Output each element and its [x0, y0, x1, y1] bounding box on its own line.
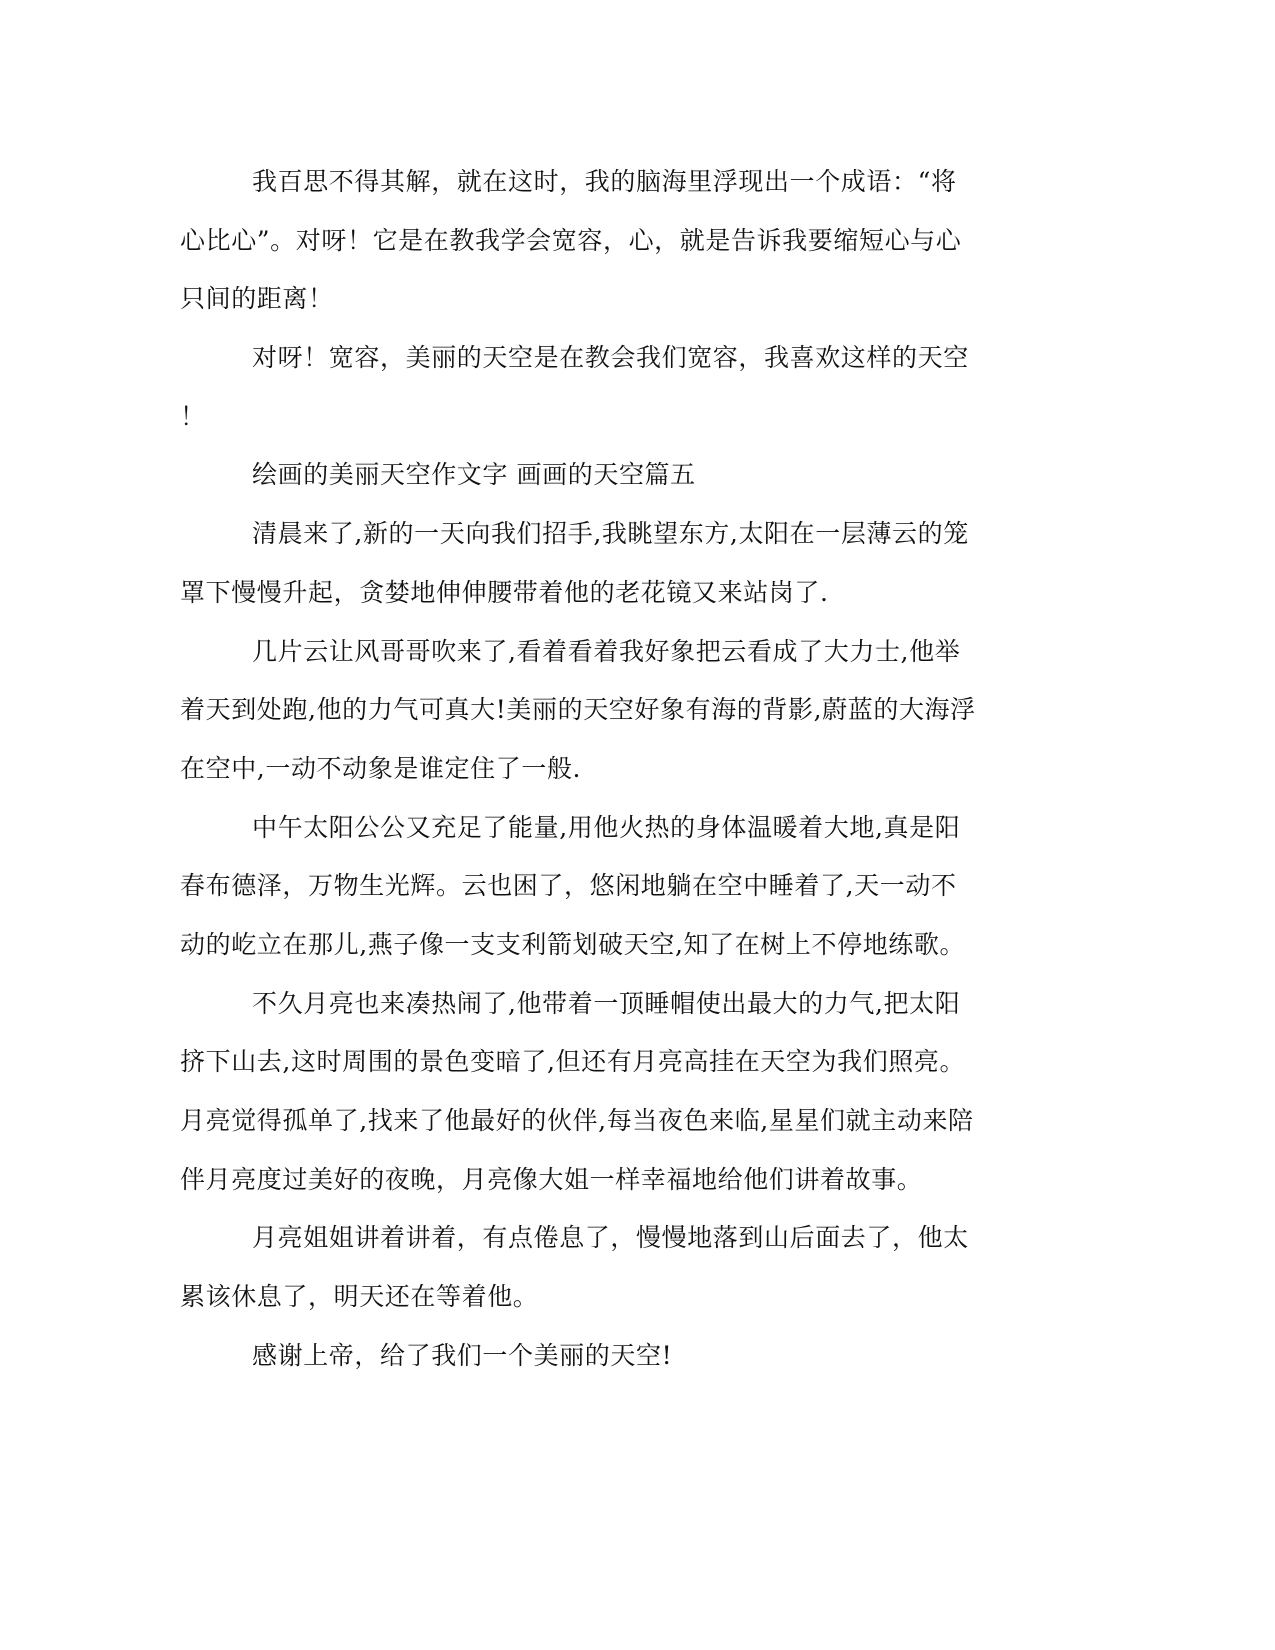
- paragraph: [180, 623, 1040, 799]
- document-page: [180, 153, 1040, 1385]
- text-line: 着天到处跑,他的力气可真大!美丽的天空好象有海的背影,蔚蓝的大海浮: [180, 695, 976, 725]
- text-line: 只间的距离！: [180, 284, 334, 314]
- text-line: 累该休息了，明天还在等着他。: [180, 1282, 539, 1312]
- text-line: 伴月亮度过美好的夜晚，月亮像大姐一样幸福地给他们讲着故事。: [180, 1164, 923, 1194]
- text-line: 在空中,一动不动象是谁定住了一般.: [180, 753, 582, 783]
- section-heading: [180, 446, 1040, 505]
- text-line: 感谢上帝，给了我们一个美丽的天空!: [252, 1340, 673, 1370]
- text-line: 心比心”。对呀！它是在教我学会宽容，心，就是告诉我要缩短心与心: [180, 225, 962, 255]
- paragraph: [180, 975, 1040, 1210]
- paragraph: [180, 329, 1040, 446]
- text-line: 对呀！宽容，美丽的天空是在教会我们宽容，我喜欢这样的天空: [252, 343, 969, 373]
- text-line: 动的屹立在那儿,燕子像一支支利箭划破天空,知了在树上不停地练歌。: [180, 929, 966, 959]
- text-line: 不久月亮也来凑热闹了,他带着一顶睡帽使出最大的力气,把太阳: [252, 988, 961, 1018]
- text-line: 几片云让风哥哥吹来了,看着看着我好象把云看成了大力士,他举: [252, 636, 961, 666]
- text-line: 罩下慢慢升起，贪婪地伸伸腰带着他的老花镜又来站岗了.: [180, 577, 829, 607]
- text-line: 月亮觉得孤单了,找来了他最好的伙伴,每当夜色来临,星星们就主动来陪: [180, 1106, 974, 1135]
- text-line: ！: [180, 401, 206, 431]
- text-line: 挤下山去,这时周围的景色变暗了,但还有月亮高挂在天空为我们照亮。: [180, 1047, 966, 1077]
- paragraph: [180, 799, 1040, 975]
- text-line: 绘画的美丽天空作文字 画画的天空篇五: [252, 460, 696, 490]
- text-line: 月亮姐姐讲着讲着，有点倦息了，慢慢地落到山后面去了，他太: [252, 1223, 969, 1253]
- paragraph: [180, 1327, 1040, 1386]
- paragraph: [180, 505, 1040, 622]
- text-line: 春布德泽，万物生光辉。云也困了，悠闲地躺在空中睡着了,天一动不: [180, 871, 957, 901]
- text-line: 清晨来了,新的一天向我们招手,我眺望东方,太阳在一层薄云的笼: [252, 519, 969, 549]
- text-line: 中午太阳公公又充足了能量,用他火热的身体温暖着大地,真是阳: [252, 812, 961, 842]
- paragraph: [180, 1209, 1040, 1326]
- text-line: 我百思不得其解，就在这时，我的脑海里浮现出一个成语：“将: [252, 167, 957, 196]
- paragraph: [180, 153, 1040, 329]
